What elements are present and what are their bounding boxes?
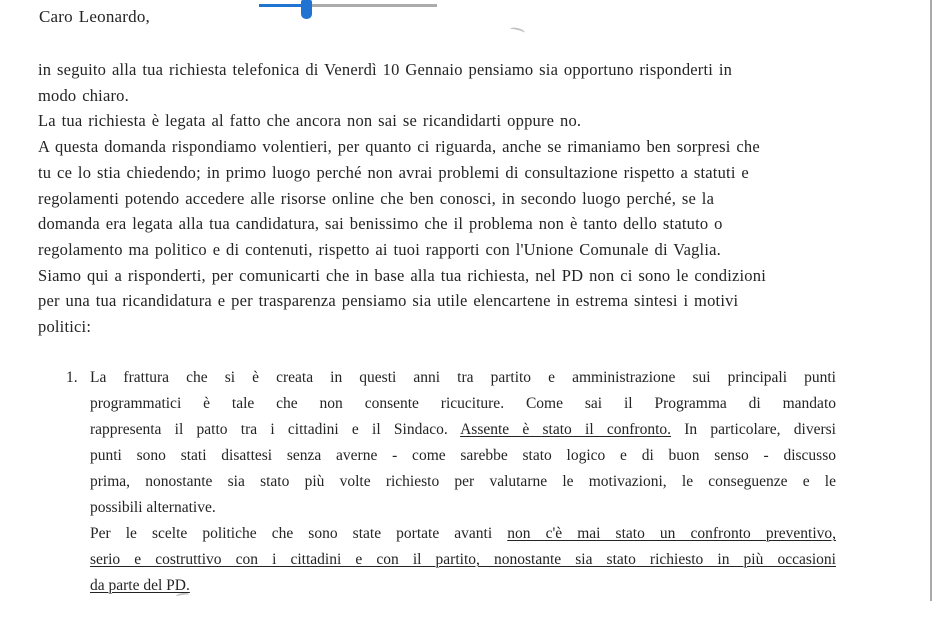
salutation: Caro Leonardo, bbox=[39, 7, 150, 26]
text-segment: regolamento ma politico e di contenuti, rispetto ai tuoi rapporti con l'Unione Comunale di Vaglia. bbox=[38, 239, 721, 259]
letter-line bbox=[38, 237, 912, 263]
letter-line bbox=[38, 108, 912, 134]
underlined-text: da parte del PD. bbox=[90, 576, 190, 594]
text-segment: domanda era legata alla tua candidatura, sai benissimo che il problema non è tanto dello statuto o bbox=[38, 214, 723, 234]
letter-line bbox=[90, 547, 836, 573]
letter-line bbox=[38, 186, 912, 212]
text-segment: per una tua ricandidatura e per trasparenza pensiamo sia utile elencartene in estrema sintesi i motivi bbox=[38, 291, 739, 311]
letter-line bbox=[38, 211, 912, 237]
list-marker: 1. bbox=[66, 368, 78, 386]
underlined-text: Assente è stato il confronto. bbox=[460, 420, 672, 438]
text-segment: politici: bbox=[38, 317, 92, 337]
slider-track-active[interactable] bbox=[259, 4, 302, 7]
text-segment: Per le scelte politiche che sono state portate avanti bbox=[90, 524, 508, 542]
paragraph bbox=[38, 57, 912, 340]
text-segment: in seguito alla tua richiesta telefonica di Venerdì 10 Gennaio pensiamo sia opportuno risponderti in bbox=[38, 60, 733, 79]
text-segment: La tua richiesta è legata al fatto che ancora non sai se ricandidarti oppure no. bbox=[38, 111, 582, 131]
letter-line bbox=[90, 573, 836, 599]
text-segment: punti sono stati disattesi senza averne - come sarebbe stato logico e di buon senso - discusso bbox=[90, 446, 836, 464]
letter-line bbox=[38, 134, 912, 160]
letter-line bbox=[90, 365, 836, 391]
letter-line bbox=[38, 57, 912, 83]
list-item bbox=[66, 365, 836, 599]
text-segment: tu ce lo stia chiedendo; in primo luogo perché non avrai problemi di consultazione rispetto a statuti e bbox=[38, 162, 749, 182]
slider-handle[interactable] bbox=[301, 0, 312, 19]
underlined-text: non c'è mai stato un confronto preventivo, bbox=[507, 524, 836, 542]
scan-artifact bbox=[509, 26, 525, 35]
letter-body bbox=[38, 57, 912, 599]
text-segment: A questa domanda rispondiamo volentieri, per quanto ci riguarda, anche se rimaniamo ben sorpresi che bbox=[38, 137, 760, 157]
text-segment: programmatici è tale che non consente ricuciture. Come sai il Programma di mandato bbox=[90, 394, 836, 412]
underlined-text: serio e costruttivo con i cittadini e con il partito, nonostante sia stato richiesto in più occasioni bbox=[90, 550, 836, 568]
letter-line bbox=[90, 469, 836, 495]
letter-line bbox=[90, 495, 836, 521]
page-edge-line bbox=[930, 0, 932, 601]
letter-line bbox=[90, 391, 836, 417]
slider-track-inactive[interactable] bbox=[312, 4, 437, 7]
text-segment: La frattura che si è creata in questi anni tra partito e amministrazione sui principali punti bbox=[90, 368, 836, 386]
text-segment: prima, nonostante sia stato più volte richiesto per valutarne le motivazioni, le conseguenze e le bbox=[90, 472, 836, 490]
text-segment: modo chiaro. bbox=[38, 85, 129, 105]
text-segment: possibili alternative. bbox=[90, 498, 216, 516]
letter-line bbox=[90, 443, 836, 469]
text-segment: rappresenta il patto tra i cittadini e il Sindaco. bbox=[90, 420, 461, 438]
letter-line bbox=[38, 83, 912, 109]
text-segment: Siamo qui a risponderti, per comunicarti che in base alla tua richiesta, nel PD non ci sono le condizioni bbox=[38, 265, 766, 285]
letter-line bbox=[38, 314, 912, 340]
text-segment: In particolare, diversi bbox=[671, 420, 836, 438]
letter-line bbox=[90, 521, 836, 547]
letter-line bbox=[38, 160, 912, 186]
text-segment: regolamenti potendo accedere alle risorse online che ben conosci, in secondo luogo perché, se la bbox=[38, 188, 715, 208]
letter-line bbox=[90, 417, 836, 443]
letter-line bbox=[38, 263, 912, 289]
letter-line bbox=[38, 288, 912, 314]
